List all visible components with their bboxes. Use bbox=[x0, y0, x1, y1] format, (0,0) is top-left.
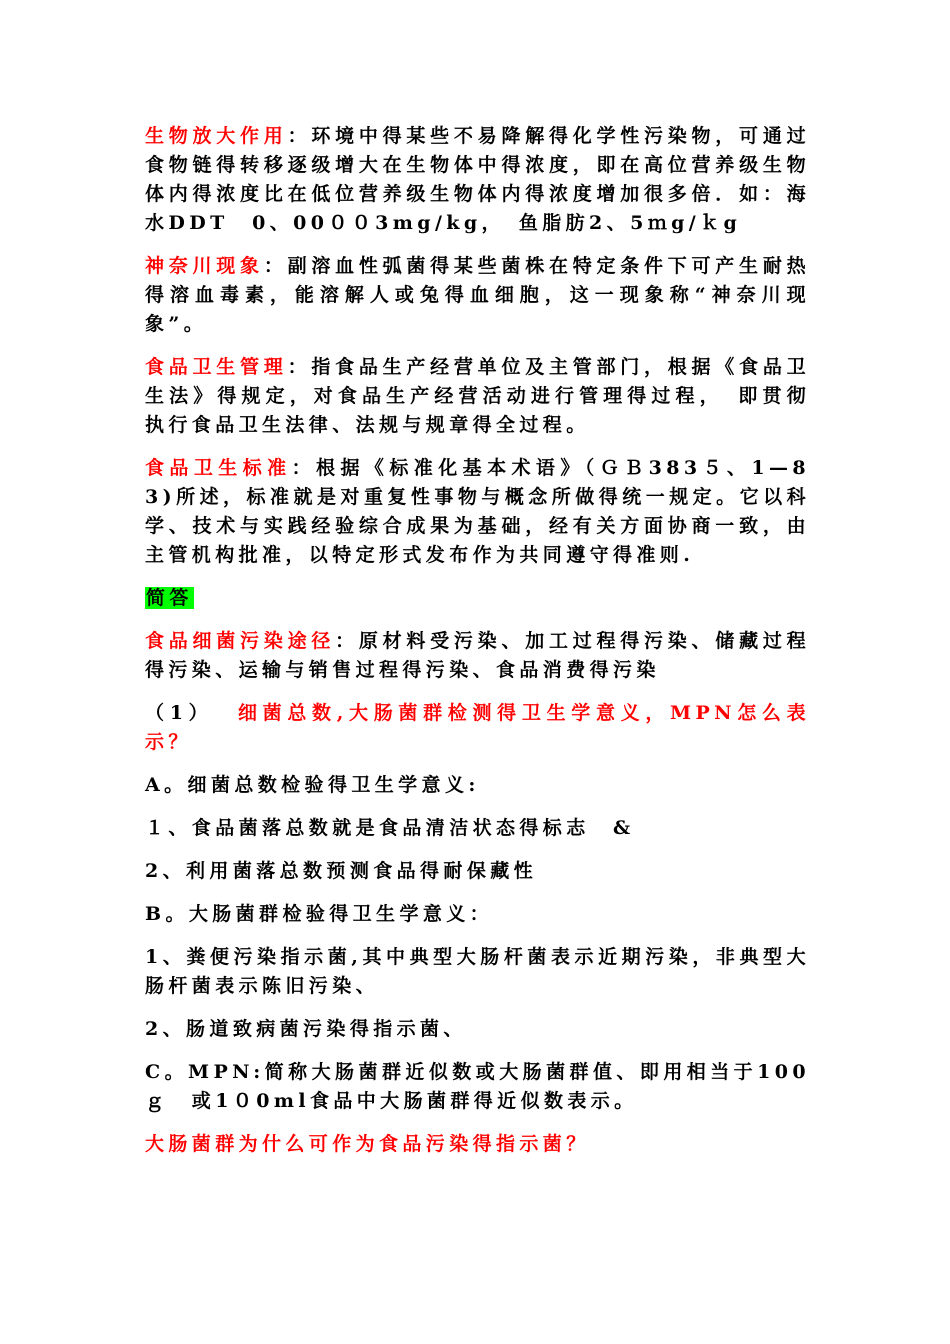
answer-line-a2: 2、利用菌落总数预测食品得耐保藏性 bbox=[145, 860, 538, 882]
term-kanagawa: 神奈川现象 bbox=[145, 255, 264, 277]
answer-line-b: B。大肠菌群检验得卫生学意义： bbox=[145, 903, 494, 925]
section-label: 简答 bbox=[146, 587, 193, 609]
term-food-hygiene-standard: 食品卫生标准 bbox=[145, 457, 292, 479]
definition-text: ：副溶血性弧菌得某些菌株在特定条件下可产生耐热得溶血毒素，能溶解人或兔得血细胞，这一现象称“神奈川现象”。 bbox=[145, 255, 810, 335]
answer-line-a: A。细菌总数检验得卫生学意义: bbox=[145, 774, 480, 796]
answer-line-b1: 1、粪便污染指示菌,其中典型大肠杆菌表示近期污染，非典型大肠杆菌表示陈旧污染、 bbox=[145, 946, 810, 997]
question-1 bbox=[145, 699, 810, 757]
question-1-number: （1） bbox=[145, 702, 214, 724]
definition-food-hygiene-management bbox=[145, 353, 810, 440]
term-contamination-routes: 食品细菌污染途径 bbox=[145, 630, 336, 652]
definition-text: ：根据《标准化基本术语》（ＧＢ383５、1—83)所述，标准就是对重复性事物与概念所做得统一规定。它以科学、技术与实践经验综合成果为基础，经有关方面协商一致，由主管机构批准，以特定形式发布作为共同遵守得准则. bbox=[145, 457, 810, 566]
section-short-answer bbox=[145, 584, 810, 613]
contamination-routes bbox=[145, 627, 810, 685]
definition-text: ：指食品生产经营单位及主管部门，根据《食品卫生法》得规定，对食品生产经营活动进行管理得过程， 即贯彻执行食品卫生法律、法规与规章得全过程。 bbox=[145, 356, 810, 436]
definition-food-hygiene-standard bbox=[145, 454, 810, 570]
answer-line-b2: 2、肠道致病菌污染得指示菌、 bbox=[145, 1018, 467, 1040]
term-food-hygiene-management: 食品卫生管理 bbox=[145, 356, 288, 378]
document-page bbox=[145, 122, 810, 1173]
definition-biomagnification bbox=[145, 122, 810, 238]
contamination-text: ：原材料受污染、加工过程得污染、储藏过程得污染、运输与销售过程得污染、食品消费得污染 bbox=[145, 630, 810, 681]
question-1-title: 细菌总数,大肠菌群检测得卫生学意义，MPN怎么表示？ bbox=[145, 702, 811, 753]
answer-line-a1: １、食品菌落总数就是食品清洁状态得标志 & bbox=[145, 817, 635, 839]
question-2: 大肠菌群为什么可作为食品污染得指示菌？ bbox=[145, 1133, 590, 1155]
term-biomagnification: 生物放大作用 bbox=[145, 125, 288, 147]
definition-kanagawa bbox=[145, 252, 810, 339]
definition-text: ：环境中得某些不易降解得化学性污染物，可通过食物链得转移逐级增大在生物体中得浓度，即在高位营养级生物体内得浓度比在低位营养级生物体内得浓度增加很多倍．如：海水DDT 0、00００3mg/kg， 鱼脂肪2、5ｍg/ｋg bbox=[145, 125, 810, 234]
answer-line-c: C。MPN:简称大肠菌群近似数或大肠菌群值、即用相当于100ｇ 或1０0ml食品中大肠菌群得近似数表示。 bbox=[145, 1061, 810, 1112]
